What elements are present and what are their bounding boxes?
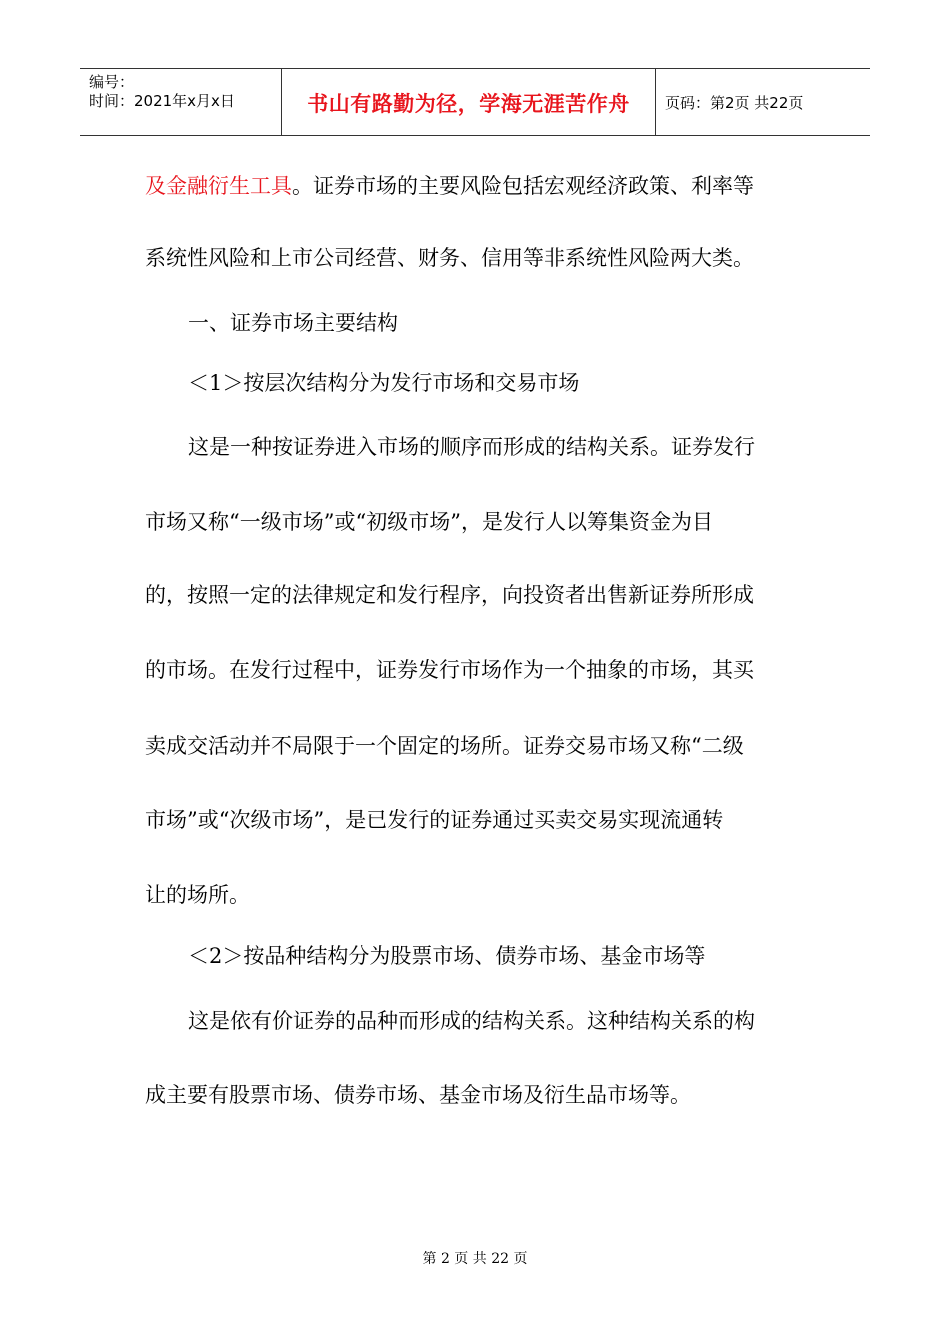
header-meta xyxy=(89,73,235,111)
paragraph-line: 卖成交活动并不局限于一个固定的场所。证券交易市场又称“二级 xyxy=(145,734,744,758)
paragraph-line xyxy=(145,173,805,199)
document-date: 时间：2021年x月x日 xyxy=(89,92,235,110)
paragraph-line: 的市场。在发行过程中，证券发行市场作为一个抽象的市场，其买 xyxy=(145,658,754,682)
highlighted-term: 及金融衍生工具 xyxy=(145,174,292,198)
paragraph-line: 这是依有价证券的品种而形成的结构关系。这种结构关系的构 xyxy=(188,1009,755,1033)
paragraph-line: 系统性风险和上市公司经营、财务、信用等非系统性风险两大类。 xyxy=(145,246,754,270)
paragraph-line: 市场又称“一级市场”或“初级市场”，是发行人以筹集资金为目 xyxy=(145,510,713,534)
document-header xyxy=(80,68,870,136)
header-divider-right xyxy=(655,69,656,135)
header-motto: 书山有路勤为径，学海无涯苦作舟 xyxy=(307,90,630,116)
header-page-info: 页码：第2页 共22页 xyxy=(665,94,804,112)
paragraph-line: 市场”或“次级市场”，是已发行的证券通过买卖交易实现流通转 xyxy=(145,808,724,832)
paragraph-line: 的，按照一定的法律规定和发行程序，向投资者出售新证券所形成 xyxy=(145,583,754,607)
page-footer: 第 2 页 共 22 页 xyxy=(422,1251,528,1267)
section-heading: 一、证券市场主要结构 xyxy=(188,311,398,335)
header-divider-left xyxy=(281,69,282,135)
paragraph-text: 。证券市场的主要风险包括宏观经济政策、利率等 xyxy=(292,174,754,198)
paragraph-line: 成主要有股票市场、债券市场、基金市场及衍生品市场等。 xyxy=(145,1083,691,1107)
paragraph-line: 这是一种按证券进入市场的顺序而形成的结构关系。证券发行 xyxy=(188,435,755,459)
paragraph-line: 让的场所。 xyxy=(145,883,250,907)
subsection-heading: ＜2＞按品种结构分为股票市场、债券市场、基金市场等 xyxy=(188,944,706,968)
document-number-label: 编号： xyxy=(89,73,135,91)
subsection-heading: ＜1＞按层次结构分为发行市场和交易市场 xyxy=(188,371,580,395)
